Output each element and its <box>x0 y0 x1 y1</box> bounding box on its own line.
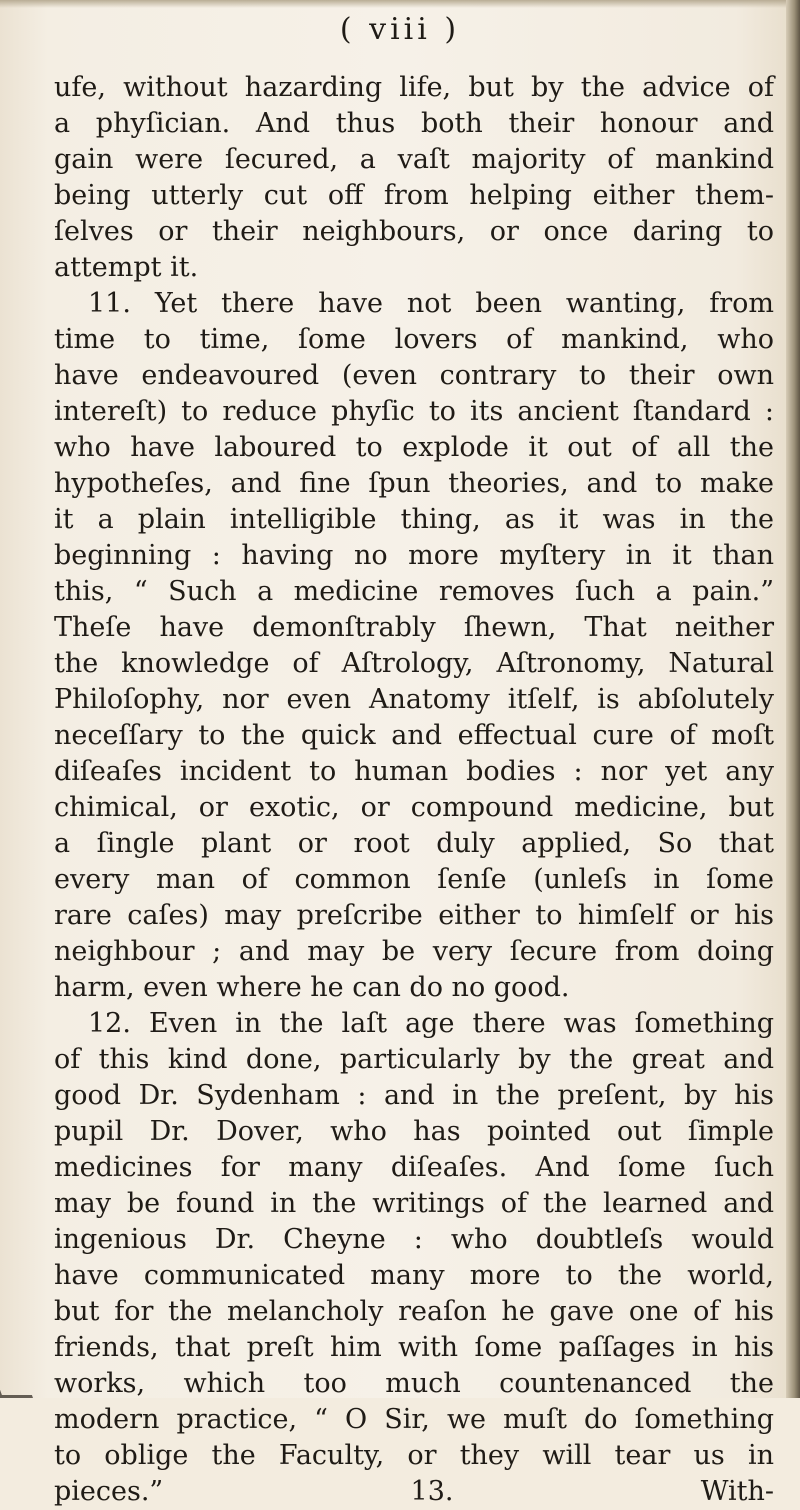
text-line: have communicated many more to the world, <box>54 1260 774 1291</box>
text-line: ufe, without hazarding life, but by the advice of <box>54 72 774 103</box>
text-line: gain were ſecured, a vaſt majority of mankind <box>54 144 774 175</box>
text-line: Philoſophy, nor even Anatomy itſelf, is abſolutely <box>54 684 774 715</box>
text-line: modern practice, “ O Sir, we muſt do ſomething <box>54 1404 774 1435</box>
text-line: but for the melancholy reaſon he gave one of his <box>54 1296 774 1327</box>
text-line: it a plain intelligible thing, as it was in the <box>54 504 774 535</box>
text-line: pupil Dr. Dover, who has pointed out ſimple <box>54 1116 774 1147</box>
page-top-shadow <box>0 0 800 8</box>
paragraph-12-start: 12. Even in the laſt age there was ſomething <box>88 1008 774 1039</box>
text-line: a phyſician. And thus both their honour and <box>54 108 774 139</box>
body-text <box>54 70 774 1510</box>
text-line: the knowledge of Aſtrology, Aſtronomy, Natural <box>54 648 774 679</box>
text-line: harm, even where he can do no good. <box>54 972 570 1003</box>
text-line: rare caſes) may preſcribe either to himſelf or his <box>54 900 774 931</box>
text-line: friends, that preſt him with ſome paſſages in his <box>54 1332 774 1363</box>
text-line: a ſingle plant or root duly applied, So that <box>54 828 774 859</box>
text-line: time to time, ſome lovers of mankind, who <box>54 324 774 355</box>
text-line: being utterly cut off from helping either them- <box>54 180 774 211</box>
text-line: Theſe have demonſtrably ſhewn, That neither <box>54 612 774 643</box>
text-line: have endeavoured (even contrary to their own <box>54 360 774 391</box>
text-line: neighbour ; and may be very ſecure from doing <box>54 936 774 967</box>
corner-fold-mark <box>0 1365 33 1398</box>
text-line: of this kind done, particularly by the great and <box>54 1044 774 1075</box>
text-line: every man of common ſenſe (unleſs in ſome <box>54 864 774 895</box>
text-line: may be found in the writings of the learned and <box>54 1188 774 1219</box>
text-line: hypotheſes, and fine ſpun theories, and to make <box>54 468 774 499</box>
text-line: ſelves or their neighbours, or once daring to <box>54 216 774 247</box>
text-line: who have laboured to explode it out of all the <box>54 432 774 463</box>
text-line: ingenious Dr. Cheyne : who doubtleſs would <box>54 1224 774 1255</box>
text-line: to oblige the Faculty, or they will tear us in <box>54 1440 774 1471</box>
text-line: attempt it. <box>54 252 199 283</box>
text-line: this, “ Such a medicine removes ſuch a pain.” <box>54 576 774 607</box>
text-line: chimical, or exotic, or compound medicine, but <box>54 792 774 823</box>
paragraph-11-start: 11. Yet there have not been wanting, from <box>88 288 774 319</box>
text-line: diſeaſes incident to human bodies : nor yet any <box>54 756 774 787</box>
catchword-line: pieces.” 13. With- <box>54 1476 774 1507</box>
page-right-edge <box>786 0 800 1398</box>
text-line: works, which too much countenanced the <box>54 1368 774 1399</box>
text-line: intereſt) to reduce phyſic to its ancient ſtandard : <box>54 396 774 427</box>
text-line: beginning : having no more myſtery in it than <box>54 540 774 571</box>
text-line: good Dr. Sydenham : and in the preſent, by his <box>54 1080 774 1111</box>
text-line: neceſſary to the quick and effectual cure of moſt <box>54 720 774 751</box>
text-line: medicines for many diſeaſes. And ſome ſuch <box>54 1152 774 1183</box>
page-number-header: ( viii ) <box>339 12 461 47</box>
